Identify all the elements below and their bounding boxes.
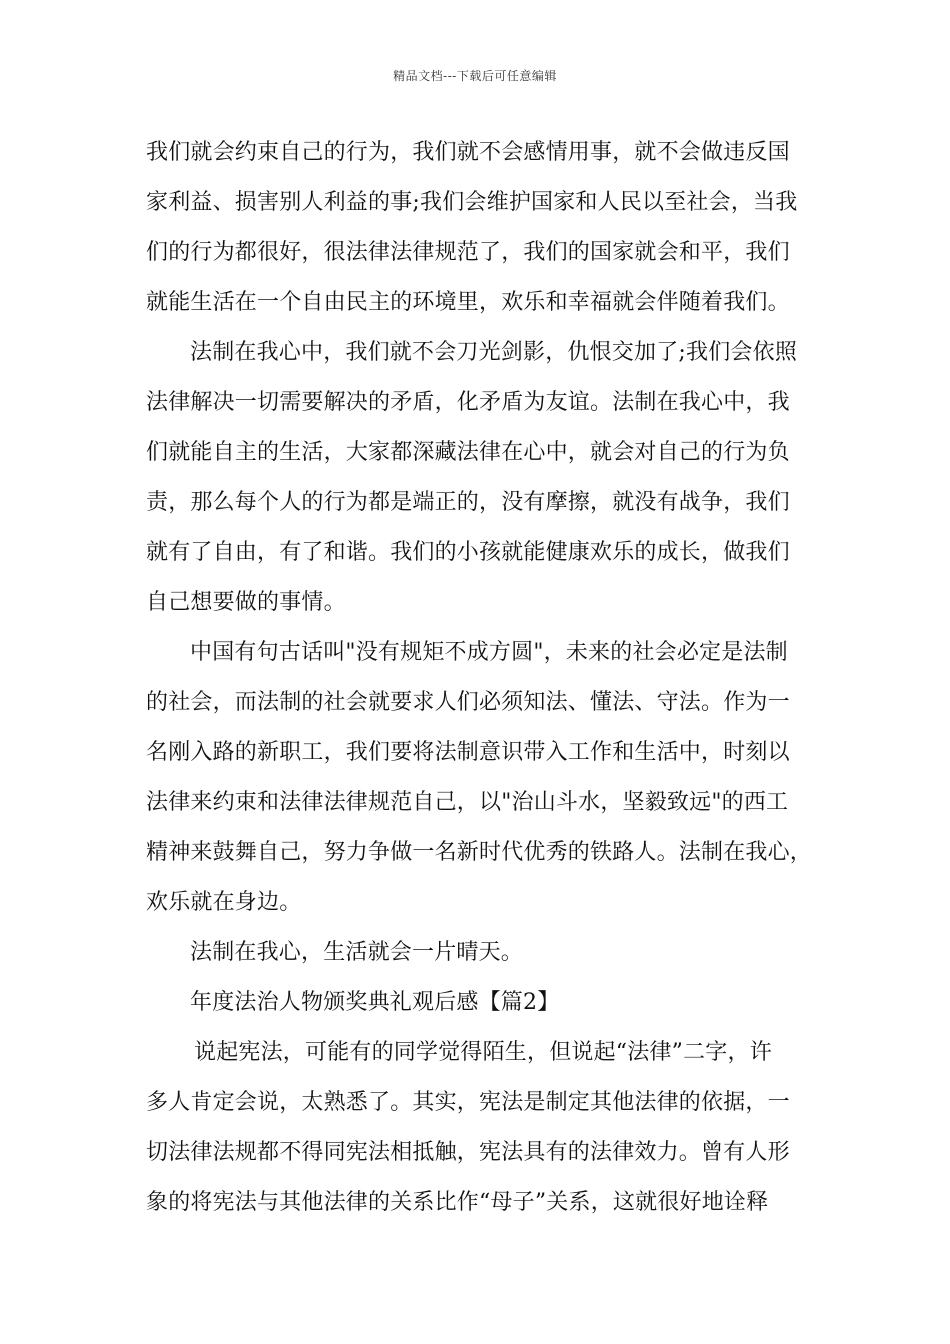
text-line: 就能生活在一个自由民主的环境里，欢乐和幸福就会伴随着我们。 — [146, 290, 790, 315]
page-header: 精品文档---下载后可任意编辑 — [393, 69, 557, 83]
text-line: 家利益、损害别人利益的事;我们会维护国家和人民以至社会，当我 — [146, 190, 798, 215]
text-line: 欢乐就在身边。 — [146, 890, 302, 915]
text-line: 说起宪法，可能有的同学觉得陌生，但说起“法律”二字，许 — [194, 1040, 772, 1065]
text-line: 名刚入路的新职工，我们要将法制意识带入工作和生活中，时刻以 — [146, 740, 790, 765]
text-line: 自己想要做的事情。 — [146, 590, 346, 615]
text-line: 中国有句古话叫"没有规矩不成方圆"，未来的社会必定是法制 — [190, 640, 788, 665]
text-line: 责，那么每个人的行为都是端正的，没有摩擦，就没有战争，我们 — [146, 490, 790, 515]
text-line: 的社会，而法制的社会就要求人们必须知法、懂法、守法。作为一 — [146, 690, 790, 715]
text-line: 法制在我心中，我们就不会刀光剑影，仇恨交加了;我们会依照 — [190, 340, 798, 365]
text-line: 象的将宪法与其他法律的关系比作“母子”关系，这就很好地诠释 — [146, 1190, 769, 1215]
text-line: 切法律法规都不得同宪法相抵触，宪法具有的法律效力。曾有人形 — [146, 1140, 790, 1165]
text-line: 多人肯定会说，太熟悉了。其实，宪法是制定其他法律的依据，一 — [146, 1090, 790, 1115]
text-line: 法制在我心，生活就会一片晴天。 — [190, 940, 524, 965]
text-line: 我们就会约束自己的行为，我们就不会感情用事，就不会做违反国 — [146, 140, 790, 165]
text-line: 法律来约束和法律法律规范自己，以"治山斗水，坚毅致远"的西工 — [146, 790, 789, 815]
section-heading: 年度法治人物颁奖典礼观后感【篇2】 — [190, 990, 560, 1015]
document-body — [146, 133, 813, 1233]
text-line: 们就能自主的生活，大家都深藏法律在心中，就会对自己的行为负 — [146, 440, 790, 465]
text-line: 就有了自由，有了和谐。我们的小孩就能健康欢乐的成长，做我们 — [146, 540, 790, 565]
text-line: 们的行为都很好，很法律法律规范了，我们的国家就会和平，我们 — [146, 240, 790, 265]
text-line: 法律解决一切需要解决的矛盾，化矛盾为友谊。法制在我心中，我 — [146, 390, 790, 415]
text-line: 精神来鼓舞自己，努力争做一名新时代优秀的铁路人。法制在我心， — [146, 840, 813, 865]
